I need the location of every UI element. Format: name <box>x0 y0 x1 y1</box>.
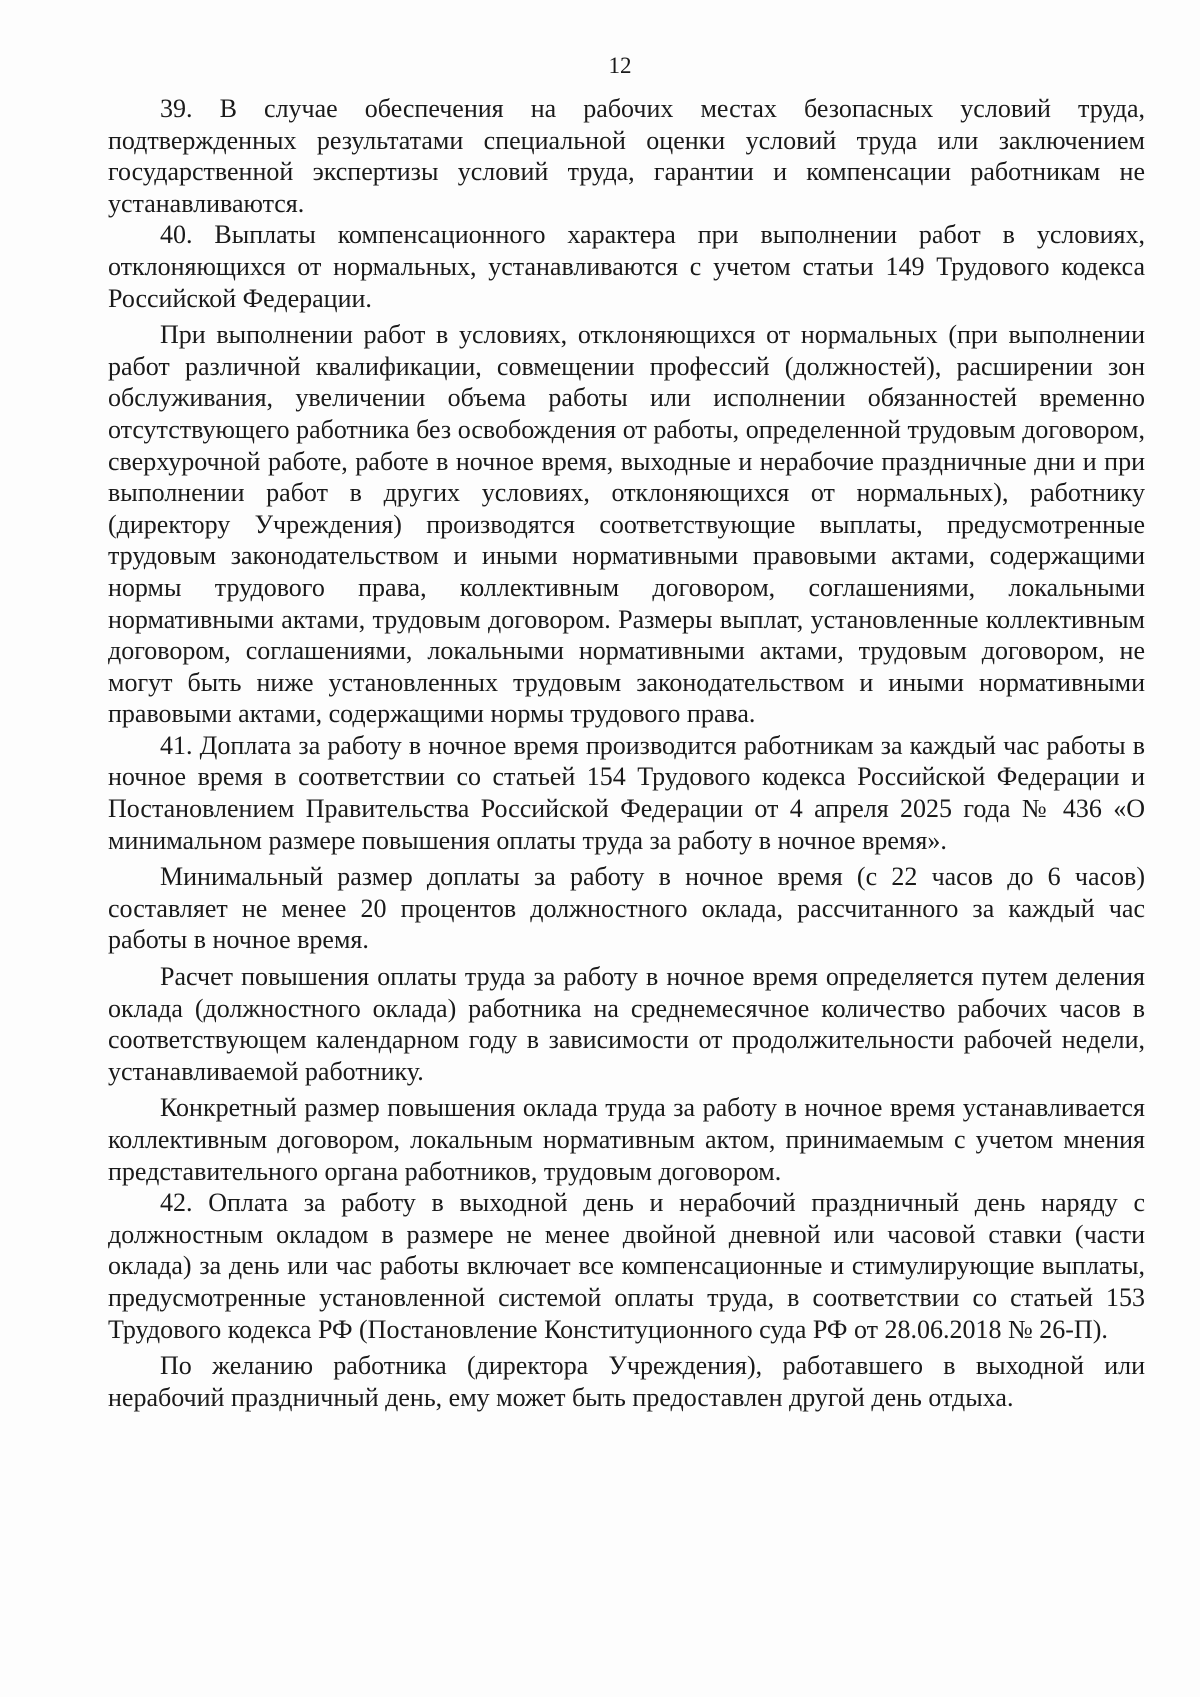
paragraph-41: 41. Доплата за работу в ночное время производится работникам за каждый час работы в ночное время в соответствии со статьей 154 Трудового кодекса Российской Федерации и Постановлением Правительства Российской Федерации от 4 апреля 2025 года № 436 «О минимальном размере повышения оплаты труда за работу в ночное время». <box>108 730 1145 855</box>
paragraph-40: 40. Выплаты компенсационного характера при выполнении работ в условиях, отклоняющихся от нормальных, устанавливаются с учетом статьи 149 Трудового кодекса Российской Федерации. <box>108 220 1145 313</box>
paragraph-41-minimum: Минимальный размер доплаты за работу в ночное время (с 22 часов до 6 часов) составляет не менее 20 процентов должностного оклада, рассчитанного за каждый час работы в ночное время. <box>108 862 1145 955</box>
page-number: 12 <box>608 53 632 78</box>
paragraph-40-conditions: При выполнении работ в условиях, отклоняющихся от нормальных (при выполнении работ различной квалификации, совмещении профессий (должностей), расширении зон обслуживания, увеличении объема работы или исполнении обязанностей временно отсутствующего работника без освобождения от работы, определенной трудовым договором, сверхурочной работе, работе в ночное время, выходные и нерабочие праздничные дни и при выполнении работ в других условиях, отклоняющихся от нормальных), работнику (директору Учреждения) производятся соответствующие выплаты, предусмотренные трудовым законодательством и иными нормативными правовыми актами, содержащими нормы трудового права, коллективным договором, соглашениями, локальными нормативными актами, трудовым договором. Размеры выплат, установленные коллективным договором, соглашениями, локальными нормативными актами, трудовым договором, не могут быть ниже установленных трудовым законодательством и иными нормативными правовыми актами, содержащими нормы трудового права. <box>108 320 1145 729</box>
document-body <box>108 93 1145 1413</box>
paragraph-42: 42. Оплата за работу в выходной день и нерабочий праздничный день наряду с должностным окладом в размере не менее двойной дневной или часовой ставки (части оклада) за день или час работы включает все компенсационные и стимулирующие выплаты, предусмотренные установленной системой оплаты труда, в соответствии со статьей 153 Трудового кодекса РФ (Постановление Конституционного суда РФ от 28.06.2018 № 26-П). <box>108 1188 1145 1344</box>
paragraph-42-day-off: По желанию работника (директора Учреждения), работавшего в выходной или нерабочий праздничный день, ему может быть предоставлен другой день отдыха. <box>108 1351 1145 1412</box>
paragraph-39: 39. В случае обеспечения на рабочих местах безопасных условий труда, подтвержденных результатами специальной оценки условий труда или заключением государственной экспертизы условий труда, гарантии и компенсации работникам не устанавливаются. <box>108 94 1145 218</box>
paragraph-41-specific: Конкретный размер повышения оклада труда за работу в ночное время устанавливается коллективным договором, локальным нормативным актом, принимаемым с учетом мнения представительного органа работников, трудовым договором. <box>108 1093 1145 1186</box>
paragraph-41-calculation: Расчет повышения оплаты труда за работу в ночное время определяется путем деления оклада (должностного оклада) работника на среднемесячное количество рабочих часов в соответствующем календарном году в зависимости от продолжительности рабочей недели, устанавливаемой работнику. <box>108 962 1145 1086</box>
